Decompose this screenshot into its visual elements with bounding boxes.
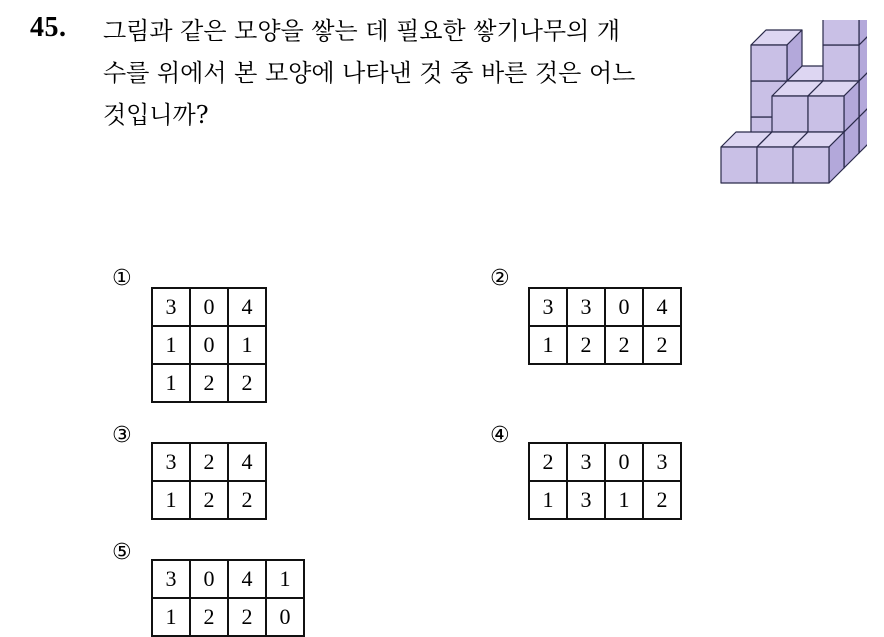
grid-cell: 0 <box>190 560 228 598</box>
choice-3-grid[interactable] <box>151 442 267 520</box>
choice-5-label: ⑤ <box>112 540 132 565</box>
grid-cell: 1 <box>529 326 567 364</box>
choice-1-label: ① <box>112 266 132 291</box>
grid-cell: 1 <box>152 598 190 636</box>
question-line: 그림과 같은 모양을 쌓는 데 필요한 쌓기나무의 개 <box>103 17 621 45</box>
grid-cell: 2 <box>567 326 605 364</box>
cube <box>793 132 844 183</box>
grid-cell: 1 <box>266 560 304 598</box>
grid-cell: 2 <box>605 326 643 364</box>
grid-cell: 0 <box>266 598 304 636</box>
grid-cell: 1 <box>228 326 266 364</box>
grid-cell: 2 <box>190 364 228 402</box>
grid-cell: 2 <box>228 364 266 402</box>
stacked-cubes-figure <box>717 20 867 190</box>
cube <box>823 20 867 45</box>
grid-cell: 3 <box>152 288 190 326</box>
choice-2-label: ② <box>490 266 510 291</box>
grid-cell: 2 <box>228 481 266 519</box>
grid-cell: 0 <box>190 288 228 326</box>
grid-cell: 2 <box>643 481 681 519</box>
grid-cell: 1 <box>152 364 190 402</box>
grid-cell: 4 <box>228 560 266 598</box>
grid-cell: 0 <box>605 443 643 481</box>
grid-cell: 3 <box>567 481 605 519</box>
grid-cell: 2 <box>529 443 567 481</box>
grid-cell: 2 <box>190 598 228 636</box>
choice-4-label: ④ <box>490 423 510 448</box>
question-line: 것입니까? <box>103 101 209 129</box>
grid-cell: 1 <box>529 481 567 519</box>
grid-cell: 4 <box>228 288 266 326</box>
choice-3-label: ③ <box>112 423 132 448</box>
grid-cell: 1 <box>152 481 190 519</box>
grid-cell: 3 <box>529 288 567 326</box>
grid-cell: 3 <box>152 560 190 598</box>
question-line: 수를 위에서 본 모양에 나타낸 것 중 바른 것은 어느 <box>103 59 636 87</box>
choice-1-grid[interactable] <box>151 287 267 403</box>
grid-cell: 2 <box>643 326 681 364</box>
grid-cell: 3 <box>567 443 605 481</box>
cube <box>751 30 802 81</box>
grid-cell: 2 <box>190 443 228 481</box>
cube <box>808 81 859 132</box>
choice-4-grid[interactable] <box>528 442 682 520</box>
choice-2-grid[interactable] <box>528 287 682 365</box>
choice-5-grid[interactable] <box>151 559 305 637</box>
grid-cell: 2 <box>228 598 266 636</box>
grid-cell: 0 <box>605 288 643 326</box>
grid-cell: 3 <box>643 443 681 481</box>
grid-cell: 0 <box>190 326 228 364</box>
grid-cell: 3 <box>567 288 605 326</box>
grid-cell: 2 <box>190 481 228 519</box>
question-text <box>103 10 703 136</box>
grid-cell: 4 <box>228 443 266 481</box>
grid-cell: 4 <box>643 288 681 326</box>
grid-cell: 1 <box>605 481 643 519</box>
question-number: 45. <box>30 12 67 43</box>
grid-cell: 3 <box>152 443 190 481</box>
grid-cell: 1 <box>152 326 190 364</box>
